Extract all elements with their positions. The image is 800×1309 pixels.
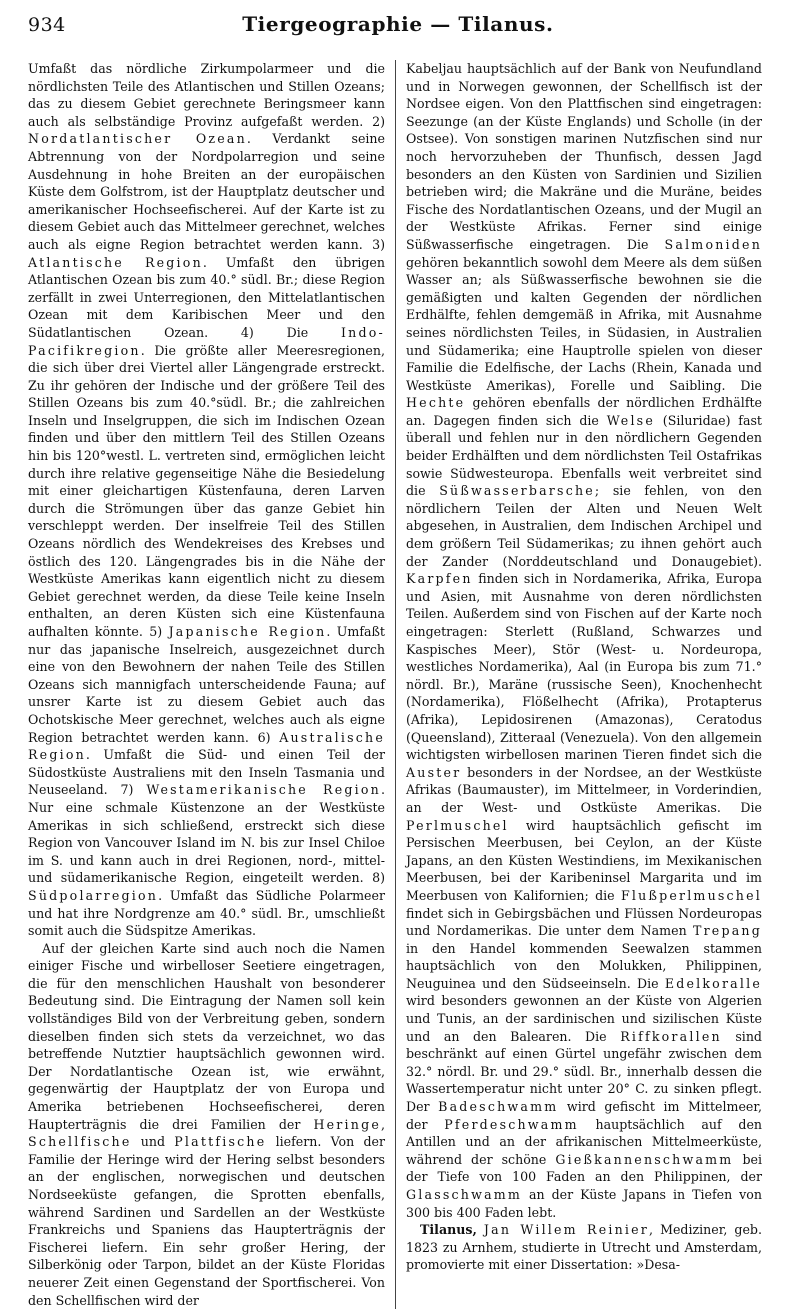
term-karpfen: Karpfen [406, 571, 473, 587]
term-glasschwamm: Glasschwamm [406, 1187, 523, 1202]
term-australische-region: Australische Region [28, 729, 385, 763]
term-perlmuschel: Perlmuschel [406, 817, 509, 833]
term-giesskannenschwamm: Gießkannenschwamm [555, 1151, 734, 1167]
page-header [28, 12, 774, 52]
term-indo-pacifikregion: Indo-Pacifikregion [28, 324, 385, 358]
term-japanische-region: Japanische Region [168, 624, 327, 639]
entry-text: , Mediziner, geb. 1823 zu Arnhem, studierte in Utrecht und Amsterdam, promovierte mit einer Dissertation: »Desa- [406, 1222, 762, 1273]
term-welse: Welse [606, 412, 656, 428]
term-heringe: Heringe [313, 1116, 381, 1132]
paragraph-fish-continued: Kabeljau hauptsächlich auf der Bank von Neufundland und in Norwegen gewonnen, der Schellfisch ist der Nordsee eigen. Von den Plattfischen sind eingetragen: Seezunge (an der Küste Englands) und Scholle (in der Ostsee). Von sonstigen marinen Nutzfischen sind nur noch hervorzuheben der Thunfisch, dessen Jagd besonders an den Küsten von Sardinien und Sizilien betrieben wird; die Makräne und die Muräne, beides Fische des Nordatlantischen Ozeans, und der Mugil an der Westküste Afrikas. Ferner sind einige Süßwasserfische eingetragen. Die Salmoniden gehören bekanntlich sowohl dem Meere als dem süßen Wasser an; als Süßwasserfische bewohnen sie die gemäßigten und kalten Gegenden der nördlichen Erdhälfte, fehlen demgemäß in Afrika, mit Ausnahme seines nördlichsten Teiles, in Südasien, in Australien und Südamerika; eine Hauptrolle spielen von dieser Familie die Edelfische, der Lachs (Rhein, Kanada und Westküste Amerikas), Forelle und Saibling. Die Hechte gehören ebenfalls der nördlichen Erdhälfte an. Dagegen finden sich die Welse (Siluridae) fast überall und fehlen nur in den nördlichern Gegenden beider Erdhälften und dem nördlichsten Teil Ostafrikas sowie Südwesteuropa. Ebenfalls weit verbreitet sind die Süßwasserbarsche; sie fehlen, von den nördlichern Teilen der Alten und Neuen Welt abgesehen, in Australien, dem Indischen Archipel und dem größern Teil Südamerikas; zu ihnen gehört auch der Zander (Norddeutschland und Donaugebiet). Karpfen finden sich in Nordamerika, Afrika, Europa und Asien, mit Ausnahme von deren nördlichsten Teilen. Außerdem sind von Fischen auf der Karte noch eingetragen: Sterlett (Rußland, Schwarzes und Kaspisches Meer), Stör (West- u. Nordeuropa, westliches Nordamerika), Aal (in Europa bis zum 71.° nördl. Br.), Maräne (russische Seen), Knochenhecht (Nordamerika), Flößelhecht (Afrika), Protapterus (Afrika), Lepidosirenen (Amazonas), Ceratodus (Queensland), Zitteraal (Venezuela). Von den allgemein wichtigsten wirbellosen marinen Tieren findet sich die Auster besonders in der Nordsee, an der Westküste Afrikas (Baumauster), im Mittelmeer, in Vorderindien, an der West- und Ostküste Amerikas. Die Perlmuschel wird hauptsächlich gefischt im Persischen Meerbusen, bei Ceylon, an der Küste Japans, an den Küsten Westindiens, im Mexikanischen Meerbusen, bei der Karibeninsel Margarita und im Meerbusen von Kalifornien; die Flußperlmuschel findet sich in Gebirgsbächen und Flüssen Nordeuropas und Nordamerikas. Die unter dem Namen Trepang in den Handel kommenden Seewalzen stammen hauptsächlich von den Molukken, Philippinen, Neuguinea und den Südseeinseln. Die Edelkoralle wird besonders gewonnen an der Küste von Algerien und Tunis, an der sardinischen und sizilischen Küste und an den Balearen. Die Riffkorallen sind beschränkt auf einen Gürtel ungefähr zwischen dem 32.° nördl. Br. und 29.° südl. Br., innerhalb dessen die Wassertemperatur nicht unter 20° C. zu sinken pflegt. Der Badeschwamm wird gefischt im Mittelmeer, der Pferdeschwamm hauptsächlich auf den Antillen und an der afrikanischen Mittelmeerküste, während der schöne Gießkannenschwamm bei der Tiefe von 100 Faden an den Philippinen, der Glasschwamm an der Küste Japans in Tiefen von 300 bis 400 Faden lebt. [406, 61, 763, 1220]
term-nordatlantischer-ozean: Nordatlantischer Ozean [28, 131, 247, 147]
left-column [28, 60, 395, 1309]
term-plattfische: Plattfische [174, 1134, 267, 1150]
text-columns [28, 60, 774, 1309]
term-auster: Auster [406, 764, 462, 780]
term-riffkorallen: Riffkorallen [620, 1028, 722, 1044]
page-number: 934 [28, 14, 66, 36]
term-suesswasserbarsche: Süßwasserbarsche [439, 483, 595, 499]
paragraph-marine-regions: Umfaßt das nördliche Zirkumpolarmeer und die nördlichsten Teile des Atlantischen und Stillen Ozeans; das zu diesem Gebiet gerechnete Beringsmeer kann auch als selbständige Provinz aufgefaßt werden. 2) Nordatlantischer Ozean. Verdankt seine Abtrennung von der Nordpolarregion und seine Ausdehnung in hohe Breiten an der europäischen Küste dem Golfstrom, ist der Hauptplatz deutscher und amerikanischer Hochseefischerei. Auf der Karte ist zu diesem Gebiet auch das Mittelmeer gerechnet, welches auch als eigne Region betrachtet werden kann. 3) Atlantische Region. Umfaßt den übrigen Atlantischen Ozean bis zum 40.° südl. Br.; diese Region zerfällt in zwei Unterregionen, den Mittelatlantischen Ozean mit dem Karibischen Meer und den Südatlantischen Ozean. 4) Die Indo-Pacifikregion. Die größte aller Meeresregionen, die sich über drei Viertel aller Längengrade erstreckt. Zu ihr gehören der Indische und der größere Teil des Stillen Ozeans bis zum 40.°südl. Br.; die zahlreichen Inseln und Inselgruppen, die sich im Indischen Ozean finden und über den mittlern Teil des Stillen Ozeans hin bis 120°westl. L. vertreten sind, ermöglichen leicht durch ihre relative gegenseitige Nähe die Besiedelung mit einer gleichartigen Küstenfauna, deren Larven durch die Strömungen über das ganze Gebiet hin verschleppt werden. Der inselfreie Teil des Stillen Ozeans nördlich des Wendekreises des Krebses und östlich des 120. Längengrades bis in die Nähe der Westküste Amerikas kann eigentlich nicht zu diesem Gebiet gerechnet werden, da diese Teile keine Inseln enthalten, an deren Küsten sich eine Küstenfauna aufhalten könnte. 5) Japanische Region. Umfaßt nur das japanische Inselreich, ausgezeichnet durch eine von den Bewohnern der nahen Teile des Stillen Ozeans sich mannigfach unterscheidende Fauna; auf unsrer Karte ist zu diesem Gebiet auch das Ochotskische Meer gerechnet, welches auch als eigne Region betrachtet werden kann. 6) Australische Region. Umfaßt die Süd- und einen Teil der Südostküste Australiens mit den Inseln Tasmania und Neuseeland. 7) Westamerikanische Region. Nur eine schmale Küstenzone an der Westküste Amerikas in sich schließend, erstreckt sich diese Region von Vancouver Island im N. bis zur Insel Chiloe im S. und kann auch in drei Regionen, nord-, mittel- und südamerikanische Region, eingeteilt werden. 8) Südpolarregion. Umfaßt das Südliche Polarmeer und hat ihre Nordgrenze am 40.° südl. Br., umschließt somit auch die Südspitze Amerikas. [28, 61, 385, 939]
term-westamerikanische-region: Westamerikanische Region [146, 782, 381, 798]
entry-full-name: Jan Willem Reinier [483, 1222, 650, 1238]
term-trepang: Trepang [692, 923, 762, 939]
right-column [395, 60, 762, 1309]
term-badeschwamm: Badeschwamm [438, 1099, 559, 1115]
running-title: Tiergeographie — Tilanus. [242, 12, 554, 36]
term-atlantische-region: Atlantische Region [28, 254, 203, 270]
term-pferdeschwamm: Pferdeschwamm [444, 1116, 579, 1132]
term-suedpolarregion: Südpolarregion [28, 887, 159, 903]
term-schellfische: Schellfische [28, 1134, 132, 1150]
term-edelkoralle: Edelkoralle [664, 975, 762, 991]
term-flussperlmuschel: Flußperlmuschel [620, 887, 762, 903]
encyclopedia-entry-tilanus [406, 1221, 762, 1274]
entry-headword: Tilanus, [420, 1222, 477, 1238]
paragraph-useful-fish: Auf der gleichen Karte sind auch noch die Namen einiger Fische und wirbelloser Seetiere eingetragen, die für den menschlichen Haushalt von besonderer Bedeutung sind. Die Eintragung der Namen soll kein vollständiges Bild von der Verbreitung geben, sondern dieselben finden sich stets da verzeichnet, wo das betreffende Nutztier hauptsächlich gewonnen wird. Der Nordatlantische Ozean ist, wie erwähnt, gegenwärtig der Hauptplatz der von Europa und Amerika betriebenen Hochseefischerei, deren Haupterträgnis die drei Familien der Heringe, Schellfische und Plattfische liefern. Von der Familie der Heringe wird der Hering selbst besonders an der englischen, norwegischen und deutschen Nordseeküste gefangen, die Sprotten ebenfalls, während Sardinen und Sardellen an der Westküste Frankreichs und Spaniens das Haupterträgnis der Fischerei liefern. Ein sehr großer Hering, der Silberkönig oder Tarpon, bildet an der Küste Floridas neuerer Zeit einen Gegenstand der Sportfischerei. Von den Schellfischen wird der [28, 940, 385, 1308]
term-hechte: Hechte [406, 395, 466, 411]
term-salmoniden: Salmoniden [664, 236, 762, 252]
